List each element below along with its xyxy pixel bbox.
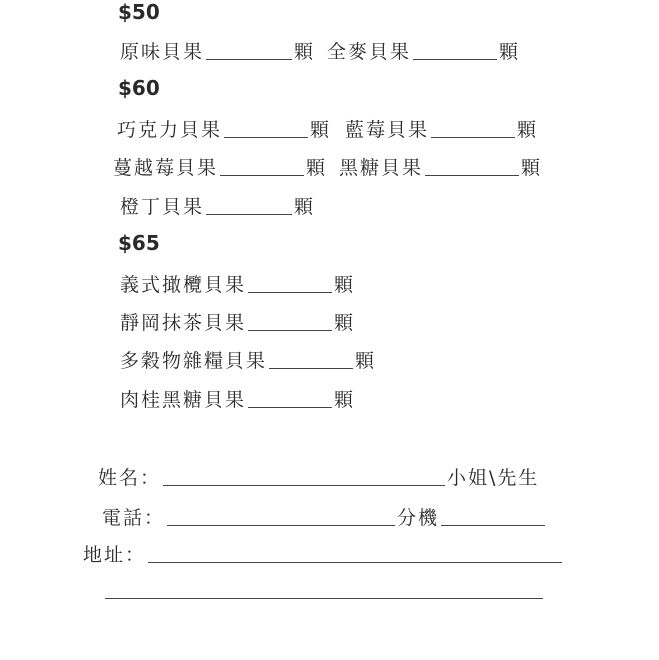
unit-label: 顆 bbox=[334, 312, 356, 334]
quantity-blank[interactable] bbox=[431, 115, 515, 138]
item-name: 肉桂黑糖貝果 bbox=[120, 389, 247, 411]
extension-blank[interactable] bbox=[441, 503, 545, 526]
phone-row bbox=[102, 502, 547, 530]
unit-label: 顆 bbox=[294, 196, 316, 218]
unit-label: 顆 bbox=[306, 157, 328, 179]
price-heading-65: $65 bbox=[118, 231, 160, 255]
quantity-blank[interactable] bbox=[269, 346, 353, 369]
extension-label: 分機 bbox=[397, 507, 440, 529]
name-row bbox=[98, 462, 539, 490]
item-name: 全麥貝果 bbox=[327, 41, 412, 63]
price-heading-60: $60 bbox=[118, 76, 160, 100]
unit-label: 顆 bbox=[334, 389, 356, 411]
unit-label: 顆 bbox=[521, 157, 543, 179]
price-heading-50: $50 bbox=[118, 0, 160, 24]
order-row bbox=[113, 152, 542, 180]
item-name: 巧克力貝果 bbox=[117, 119, 223, 141]
address-blank-line-2[interactable] bbox=[105, 598, 543, 599]
quantity-blank[interactable] bbox=[220, 153, 304, 176]
order-row bbox=[120, 191, 315, 219]
order-row bbox=[120, 269, 355, 297]
unit-label: 顆 bbox=[294, 41, 316, 63]
name-label: 姓名： bbox=[98, 467, 162, 489]
item-name: 黑糖貝果 bbox=[339, 157, 424, 179]
order-row bbox=[117, 114, 538, 142]
quantity-blank[interactable] bbox=[206, 192, 292, 215]
item-name: 靜岡抹茶貝果 bbox=[120, 312, 247, 334]
order-row bbox=[120, 384, 355, 412]
item-name: 義式撖欖貝果 bbox=[120, 274, 247, 296]
quantity-blank[interactable] bbox=[248, 308, 332, 331]
item-name: 橙丁貝果 bbox=[120, 196, 205, 218]
item-name: 原味貝果 bbox=[120, 41, 205, 63]
address-label: 地址： bbox=[83, 544, 147, 566]
order-row bbox=[120, 36, 520, 64]
unit-label: 顆 bbox=[499, 41, 521, 63]
quantity-blank[interactable] bbox=[248, 270, 332, 293]
order-row bbox=[120, 307, 355, 335]
quantity-blank[interactable] bbox=[248, 385, 332, 408]
quantity-blank[interactable] bbox=[425, 153, 519, 176]
quantity-blank[interactable] bbox=[206, 37, 292, 60]
address-row bbox=[83, 539, 564, 567]
item-name: 蔓越莓貝果 bbox=[113, 157, 219, 179]
item-name: 藍莓貝果 bbox=[345, 119, 430, 141]
unit-label: 顆 bbox=[310, 119, 332, 141]
unit-label: 顆 bbox=[355, 350, 377, 372]
quantity-blank[interactable] bbox=[413, 37, 497, 60]
address-blank[interactable] bbox=[148, 540, 562, 563]
order-row bbox=[120, 345, 376, 373]
name-blank[interactable] bbox=[163, 463, 445, 486]
phone-blank[interactable] bbox=[167, 503, 395, 526]
quantity-blank[interactable] bbox=[224, 115, 308, 138]
item-name: 多穀物雜糧貝果 bbox=[120, 350, 268, 372]
unit-label: 顆 bbox=[517, 119, 539, 141]
title-suffix: 小姐\先生 bbox=[447, 467, 540, 489]
phone-label: 電話： bbox=[102, 507, 166, 529]
unit-label: 顆 bbox=[334, 274, 356, 296]
